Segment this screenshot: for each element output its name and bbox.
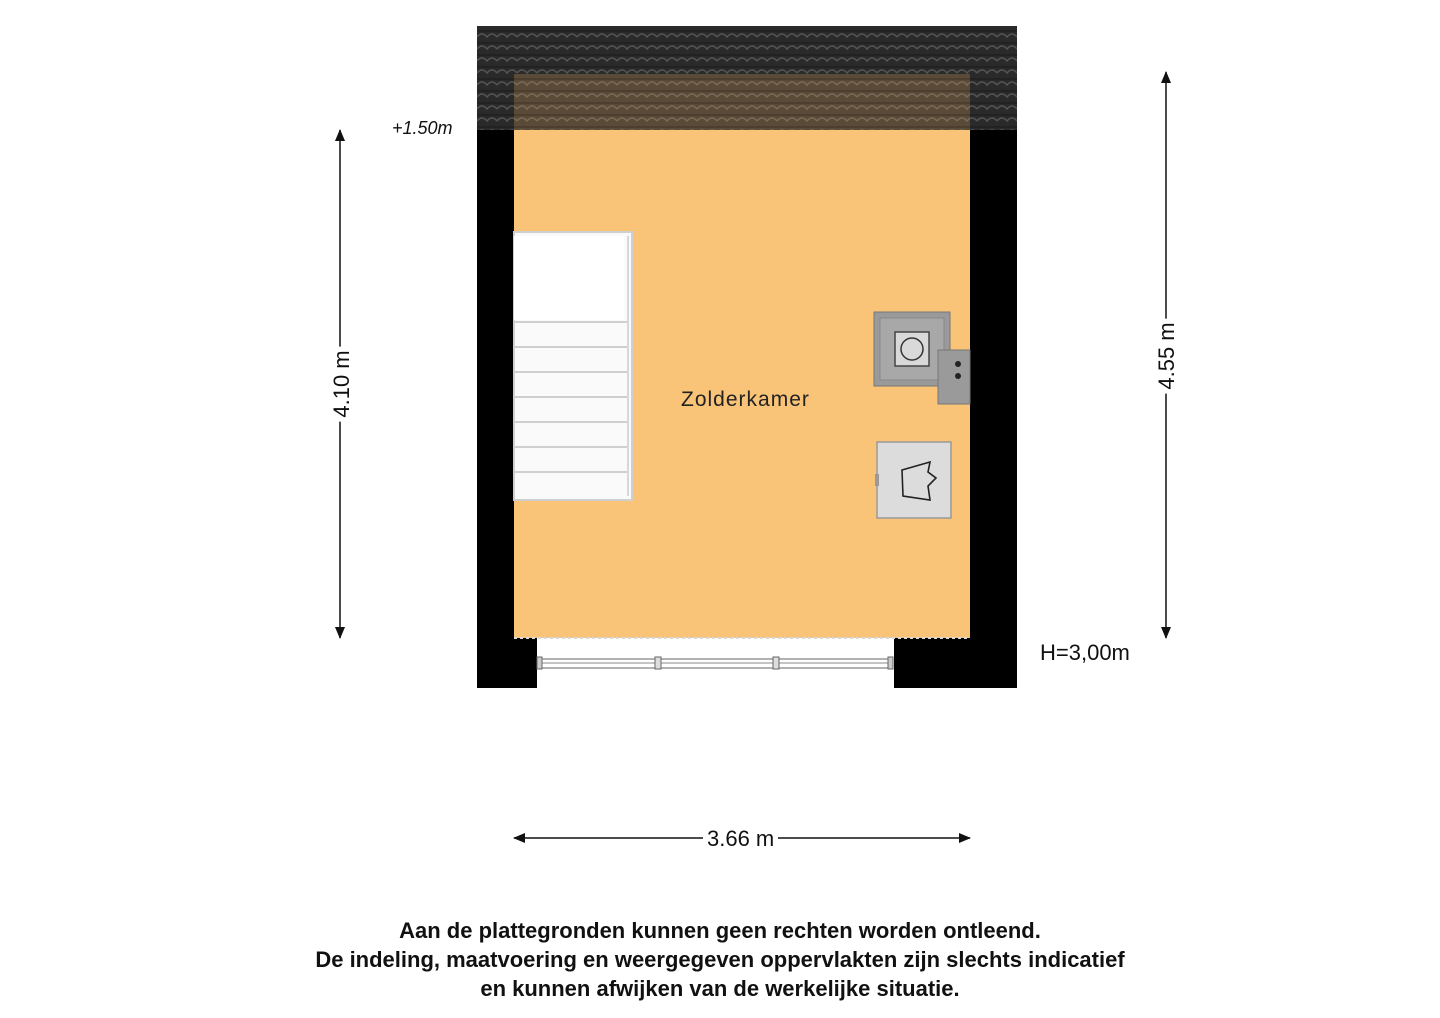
dimension-width: 3.66 m <box>703 826 778 852</box>
stairs <box>514 232 632 500</box>
room-label: Zolderkamer <box>681 388 810 411</box>
roof-tiles-inner <box>514 74 970 130</box>
disclaimer-line: en kunnen afwijken van de werkelijke situatie. <box>480 976 960 1001</box>
dimension-left-depth: 4.10 m <box>329 346 355 421</box>
dimension-right-depth: 4.55 m <box>1154 318 1180 393</box>
disclaimer-line: De indeling, maatvoering en weergegeven oppervlakten zijn slechts indicatief <box>315 947 1125 972</box>
disclaimer-line: Aan de plattegronden kunnen geen rechten worden ontleend. <box>399 918 1041 943</box>
disclaimer <box>0 916 1440 1003</box>
height-label: H=3,00m <box>1040 640 1130 665</box>
washing-machine-icon <box>875 442 951 518</box>
level-label: +1.50m <box>392 118 453 138</box>
window-icon <box>537 657 893 669</box>
